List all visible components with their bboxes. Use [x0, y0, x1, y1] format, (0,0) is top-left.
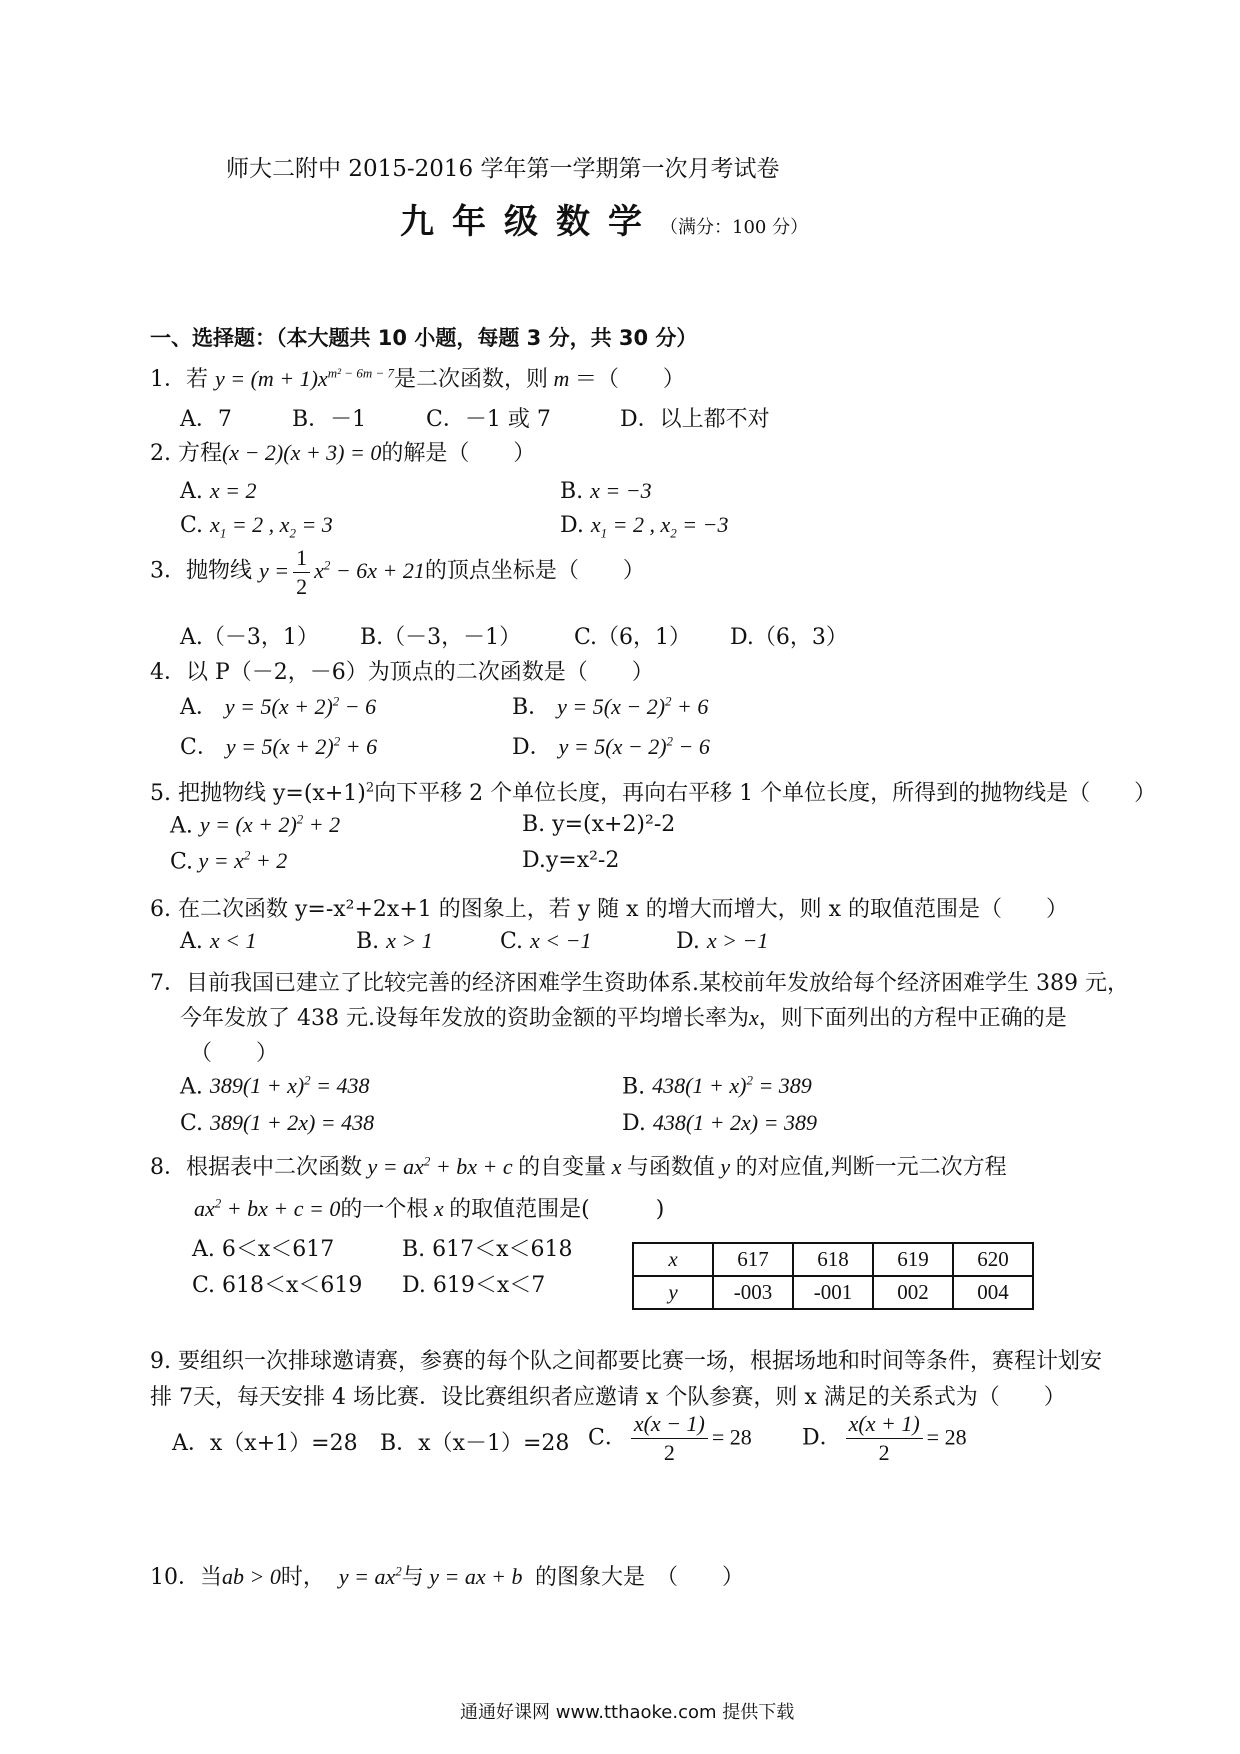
- q6-b-formula: x > 1: [386, 928, 433, 953]
- table-row: [633, 1276, 1033, 1309]
- q4-option-b: [512, 690, 708, 721]
- q1-option-d: D．以上都不对: [620, 407, 770, 432]
- q8-line2-post: 的一个根: [340, 1197, 429, 1222]
- q6-option-c: [500, 928, 592, 954]
- question-1-stem: [150, 362, 685, 393]
- q5-option-b: B. y=(x+2)²-2: [522, 812, 676, 837]
- question-8-line-1: [150, 1150, 1007, 1181]
- q4-d-formula: $y = 5(x - 2)^2 - 6$: [558, 733, 710, 759]
- q7-c-label: C.: [180, 1111, 204, 1136]
- q1-var-m: m: [548, 366, 575, 391]
- q7-b-label: B.: [622, 1074, 646, 1100]
- q5-c-formula: $y = x^2 + 2$: [193, 848, 288, 874]
- table-cell: y: [633, 1276, 713, 1309]
- q5-c-label: C.: [170, 849, 194, 875]
- q7-a-label: A.: [180, 1074, 203, 1100]
- q7-d-label: D.: [622, 1111, 646, 1136]
- question-2-stem: [150, 436, 535, 467]
- question-9-line-1: 9. 要组织一次排球邀请赛，参赛的每个队之间都要比赛一场，根据场地和时间等条件，赛程计划安: [150, 1349, 1102, 1374]
- q8-var-x: x: [606, 1154, 627, 1179]
- q4-c-formula: $y = 5(x + 2)^2 + 6$: [225, 733, 378, 759]
- question-7-line-2: [180, 1001, 1067, 1032]
- q8-line2-end: 的取值范围是( ): [449, 1197, 665, 1222]
- q2-d-label: D.: [560, 513, 584, 538]
- q8-equation: $ax^2$ + bx + c = 0: [194, 1195, 341, 1221]
- q2-stem-post: 的解是（ ）: [381, 441, 536, 466]
- q8-option-b: B. 617＜x＜618: [402, 1237, 573, 1262]
- table-cell: -001: [793, 1276, 873, 1309]
- q7-option-a: [180, 1073, 370, 1099]
- q5-option-d: D.y=x²-2: [522, 848, 620, 873]
- q5-stem-post: 向下平移 2 个单位长度，再向右平移 1 个单位长度，所得到的抛物线是（ ）: [374, 781, 1157, 806]
- q9-option-c: [588, 1410, 752, 1467]
- q7-option-c: [180, 1110, 374, 1136]
- q8-value-table: [632, 1242, 1034, 1310]
- table-cell: 619: [873, 1243, 953, 1276]
- q10-stem-mid: 时，: [280, 1565, 325, 1590]
- question-5-stem: [150, 776, 1156, 807]
- q6-d-label: D.: [676, 929, 700, 954]
- q1-stem-pre: 1．若: [150, 367, 215, 392]
- q8-var-y: y: [714, 1154, 736, 1179]
- q8-function: $y = ax^2$ + bx + c: [362, 1153, 519, 1179]
- q6-option-b: [356, 928, 433, 954]
- q4-d-label: D．: [512, 735, 552, 760]
- question-3-stem: [150, 544, 645, 601]
- q4-option-c: [180, 730, 377, 761]
- q2-c-label: C.: [180, 513, 204, 538]
- q9-d-equals: = 28: [926, 1424, 967, 1450]
- question-6-stem: 6. 在二次函数 y=-x²+2x+1 的图象上，若 y 随 x 的增大而增大，则 x 的取值范围是（ ）: [150, 897, 1068, 922]
- q4-a-formula: $y = 5(x + 2)^2 - 6$: [224, 693, 377, 719]
- q7-line2-post: ，则下面列出的方程中正确的是: [758, 1006, 1067, 1031]
- q6-c-label: C.: [500, 929, 524, 954]
- footer-source: 通通好课网 www.tthaoke.com 提供下载: [460, 1702, 795, 1723]
- q4-c-label: C．: [180, 735, 219, 760]
- q7-b-formula: $438(1 + x)^2 = 389$: [652, 1073, 812, 1099]
- q8-option-a: A. 6＜x＜617: [192, 1237, 335, 1262]
- question-7-line-1: 7．目前我国已建立了比较完善的经济困难学生资助体系.某校前年发放给每个经济困难学生 389 元，: [150, 971, 1129, 996]
- q8-option-d: D. 619＜x＜7: [402, 1273, 546, 1298]
- question-8-line-2: [194, 1192, 664, 1223]
- q7-line2-pre: 今年发放了 438 元.设每年发放的资助金额的平均增长率为: [180, 1006, 749, 1031]
- q8-line1-mid2: 与函数值: [626, 1155, 715, 1180]
- q9-c-label: C．: [588, 1425, 627, 1451]
- q3-option-a: A.（－3，1）: [180, 625, 319, 650]
- q10-function-2: y = ax + b: [423, 1564, 528, 1589]
- q5-option-a: [170, 812, 340, 838]
- q2-option-b: [560, 478, 652, 504]
- q7-c-formula: 389(1 + 2x) = 438: [210, 1110, 375, 1135]
- q10-stem-post: 的图象大是 （ ）: [535, 1565, 745, 1590]
- q4-b-formula: $y = 5(x - 2)^2 + 6$: [557, 693, 709, 719]
- q1-option-a: A．7: [180, 407, 232, 432]
- q10-function-1: $y = ax^2$: [338, 1563, 402, 1589]
- q4-b-label: B．: [512, 695, 551, 720]
- table-cell: 620: [953, 1243, 1033, 1276]
- q8-option-c: C. 618＜x＜619: [192, 1273, 363, 1298]
- q4-a-label: A．: [180, 695, 218, 720]
- q8-root-x: x: [428, 1196, 450, 1221]
- q3-option-d: D.（6，3）: [730, 625, 848, 650]
- question-9-line-2: 排 7天，每天安排 4 场比赛．设比赛组织者应邀请 x 个队参赛，则 x 满足的关系式为（ ）: [150, 1385, 1066, 1410]
- q6-option-a: [180, 928, 257, 954]
- q2-b-formula: x = −3: [590, 478, 652, 503]
- q7-a-formula: $389(1 + x)^2 = 438$: [209, 1073, 370, 1099]
- q9-option-d: [802, 1410, 967, 1467]
- q8-line1-post: 的对应值,判断一元二次方程: [735, 1155, 1007, 1180]
- table-cell: 617: [713, 1243, 793, 1276]
- q7-var-x: x: [748, 1005, 759, 1030]
- q3-option-b: B.（－3，－1）: [360, 625, 522, 650]
- q2-option-a: [180, 478, 257, 504]
- q10-stem-mid2: 与: [401, 1565, 424, 1590]
- q10-condition: ab > 0: [222, 1564, 281, 1589]
- q3-formula: y = $\frac{1}{2}$ $x^2 - 6x + 21$: [259, 545, 425, 599]
- q3-stem-pre: 3．抛物线: [150, 558, 259, 584]
- full-score: （满分：100 分）: [660, 217, 809, 238]
- q6-d-formula: x > −1: [706, 928, 769, 953]
- exam-title: 师大二附中 2015-2016 学年第一学期第一次月考试卷: [226, 156, 780, 182]
- q6-option-d: [676, 928, 768, 954]
- q3-option-c: C.（6，1）: [574, 625, 692, 650]
- q2-option-d: [560, 512, 728, 541]
- q9-option-a: A．x（x+1）=28: [172, 1431, 358, 1456]
- q2-stem-pre: 2. 方程: [150, 441, 222, 466]
- q3-stem-post: 的顶点坐标是（ ）: [424, 558, 645, 584]
- q2-option-c: [180, 512, 333, 541]
- table-row: [633, 1243, 1033, 1276]
- question-7-line-3: （ ）: [190, 1041, 279, 1066]
- q1-option-c: C．－1 或 7: [426, 407, 551, 432]
- q1-formula: $y = (m + 1)x^{m^2 - 6m - 7}$: [215, 365, 394, 391]
- q1-option-b: B．－1: [292, 407, 367, 432]
- q6-a-label: A.: [180, 929, 203, 954]
- table-cell: -003: [713, 1276, 793, 1309]
- q2-a-formula: x = 2: [209, 478, 257, 503]
- question-10-stem: [150, 1560, 744, 1591]
- table-cell: 002: [873, 1276, 953, 1309]
- q7-d-formula: 438(1 + 2x) = 389: [652, 1110, 817, 1135]
- q5-a-label: A.: [170, 813, 193, 839]
- section-heading: 一、选择题：（本大题共 10 小题，每题 3 分，共 30 分）: [150, 326, 698, 350]
- q2-a-label: A.: [180, 479, 203, 504]
- q1-stem-post: 是二次函数，则: [393, 367, 548, 392]
- q5-stem-pre: 5. 把抛物线 y=(x+1): [150, 781, 366, 806]
- q7-option-b: [622, 1073, 812, 1099]
- subject-title: 九年级数学: [400, 202, 660, 242]
- q9-d-label: D．: [802, 1425, 842, 1451]
- q6-a-formula: x < 1: [209, 928, 257, 953]
- table-cell: 004: [953, 1276, 1033, 1309]
- q9-d-fraction: $\frac{x(x + 1)}{2}$: [846, 1410, 923, 1467]
- q9-option-b: B．x（x－1）=28: [380, 1431, 570, 1456]
- q5-a-formula: $y = (x + 2)^2 + 2$: [199, 812, 341, 838]
- question-4-stem: 4．以 P（－2，－6）为顶点的二次函数是（ ）: [150, 660, 654, 685]
- q9-c-equals: = 28: [711, 1424, 752, 1450]
- q8-line1-mid: 的自变量: [518, 1155, 607, 1180]
- q6-b-label: B.: [356, 929, 380, 954]
- q5-exponent: 2: [365, 780, 375, 796]
- q4-option-a: [180, 690, 376, 721]
- subject-heading: [400, 194, 808, 243]
- q2-d-formula: $x_1 = 2$ , $x_2 = -3$: [590, 512, 729, 541]
- q6-c-formula: x < −1: [530, 928, 592, 953]
- q4-option-d: [512, 730, 710, 761]
- table-cell: x: [633, 1243, 713, 1276]
- q1-stem-end: ＝（ ）: [574, 367, 685, 392]
- q5-option-c: [170, 848, 287, 874]
- q2-b-label: B.: [560, 479, 584, 504]
- q2-formula: (x − 2)(x + 3) = 0: [221, 440, 382, 465]
- q9-c-fraction: $\frac{x(x - 1)}{2}$: [631, 1410, 708, 1467]
- q3-fraction: $\frac{1}{2}$: [293, 544, 310, 601]
- q10-stem-pre: 10．当: [150, 1565, 222, 1590]
- q8-line1-pre: 8．根据表中二次函数: [150, 1155, 362, 1180]
- table-cell: 618: [793, 1243, 873, 1276]
- q7-option-d: [622, 1110, 817, 1136]
- q2-c-formula: $x_1 = 2$ , $x_2 = 3$: [210, 512, 333, 541]
